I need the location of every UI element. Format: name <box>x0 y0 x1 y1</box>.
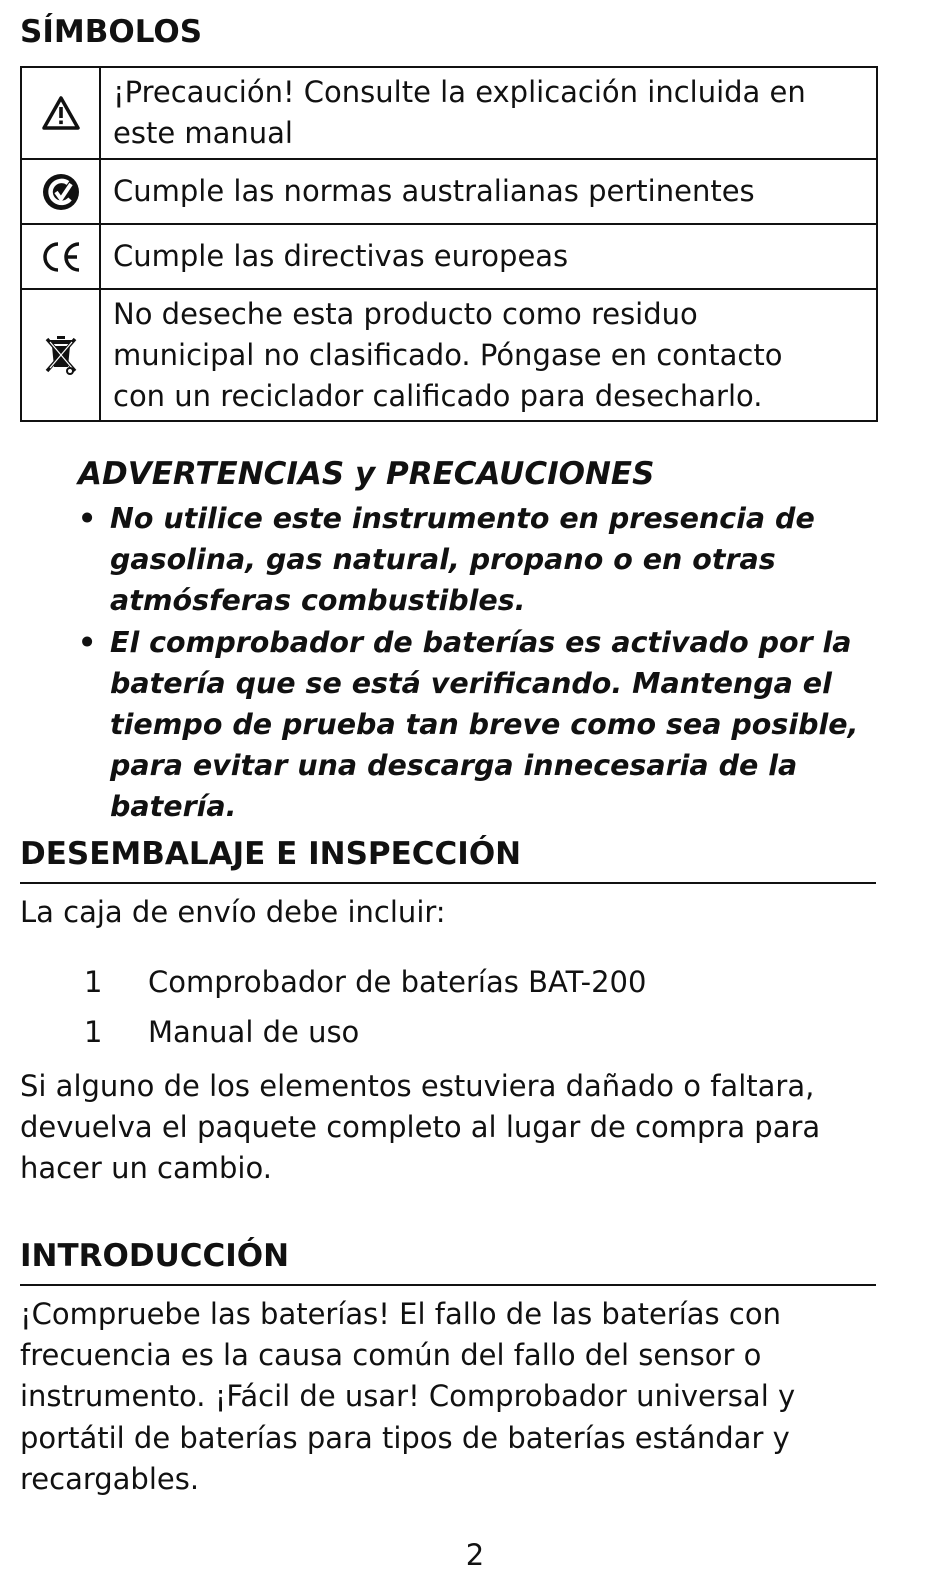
symbol-description: Cumple las normas australianas pertinentes <box>100 159 877 224</box>
item-name: Comprobador de baterías BAT-200 <box>148 965 647 999</box>
introduction-heading: INTRODUCCIÓN <box>20 1238 290 1274</box>
symbol-description: No deseche esta producto como residuo municipal no clasificado. Póngase en contacto con un reciclador calificado para desecharlo. <box>100 289 877 421</box>
item-quantity: 1 <box>84 965 103 999</box>
list-item: • El comprobador de baterías es activado por la batería que se está verificando. Mantenga el tiempo de prueba tan breve como sea posible, para evitar una descarga innecesaria de la batería. <box>78 622 898 828</box>
item-quantity: 1 <box>84 1015 103 1049</box>
list-item <box>84 962 646 1012</box>
table-row <box>21 289 877 421</box>
unpacking-heading: DESEMBALAJE E INSPECCIÓN <box>20 836 522 872</box>
section-divider <box>20 882 876 884</box>
item-name: Manual de uso <box>148 1015 360 1049</box>
caution-triangle-icon <box>21 67 100 159</box>
list-item: • No utilice este instrumento en presencia de gasolina, gas natural, propano o en otras atmósferas combustibles. <box>78 498 898 622</box>
page-number: 2 <box>465 1538 485 1572</box>
table-row <box>21 159 877 224</box>
warnings-list <box>78 498 898 828</box>
package-contents-list <box>84 962 646 1062</box>
table-row <box>21 224 877 289</box>
section-divider <box>20 1284 876 1286</box>
weee-crossed-bin-icon <box>21 289 100 421</box>
c-tick-icon <box>21 159 100 224</box>
table-row <box>21 67 877 159</box>
symbols-table <box>20 66 878 422</box>
ce-mark-icon <box>21 224 100 289</box>
introduction-text: ¡Compruebe las baterías! El fallo de las baterías con frecuencia es la causa común del fallo del sensor o instrumento. ¡Fácil de usar! Comprobador universal y portátil de baterías para tipos de baterías estándar y recargables. <box>20 1297 796 1496</box>
symbols-heading: SÍMBOLOS <box>20 14 203 50</box>
warnings-heading: ADVERTENCIAS y PRECAUCIONES <box>78 456 655 492</box>
symbol-description: ¡Precaución! Consulte la explicación incluida en este manual <box>100 67 877 159</box>
list-item <box>84 1012 646 1062</box>
unpacking-intro: La caja de envío debe incluir: <box>20 895 446 929</box>
unpacking-note: Si alguno de los elementos estuviera dañado o faltara, devuelva el paquete completo al lugar de compra para hacer un cambio. <box>20 1069 821 1186</box>
symbol-description: Cumple las directivas europeas <box>100 224 877 289</box>
